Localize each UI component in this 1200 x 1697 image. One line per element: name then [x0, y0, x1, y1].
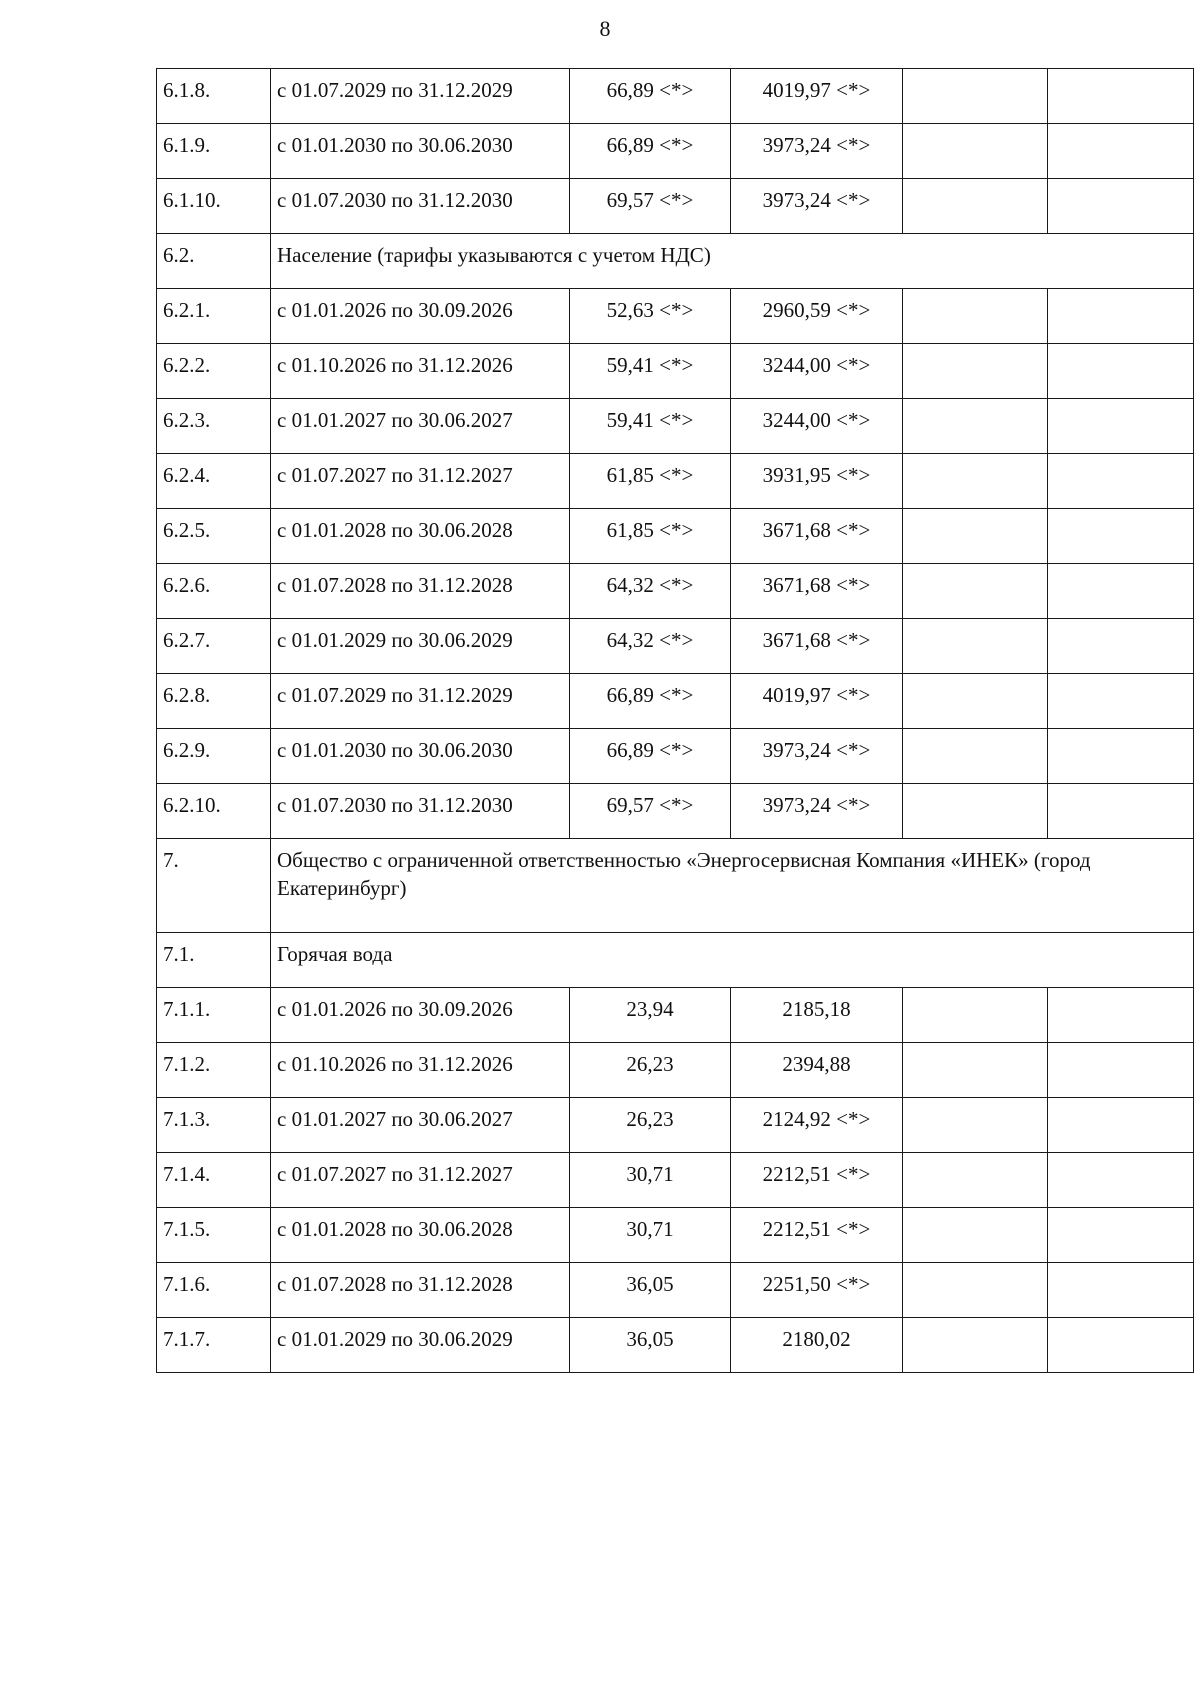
empty-cell	[1048, 454, 1194, 509]
tariff-value-cell: 3671,68 <*>	[731, 509, 903, 564]
period-cell: с 01.07.2028 по 31.12.2028	[271, 1263, 570, 1318]
row-number-cell: 6.1.8.	[157, 69, 271, 124]
empty-cell	[903, 454, 1048, 509]
table-row	[157, 69, 1194, 124]
empty-cell	[1048, 344, 1194, 399]
empty-cell	[903, 729, 1048, 784]
period-cell: с 01.01.2027 по 30.06.2027	[271, 1098, 570, 1153]
empty-cell	[1048, 1318, 1194, 1373]
tariff-value-cell: 3973,24 <*>	[731, 179, 903, 234]
row-number-cell: 7.1.5.	[157, 1208, 271, 1263]
table-row	[157, 399, 1194, 454]
empty-cell	[903, 344, 1048, 399]
period-cell: с 01.07.2027 по 31.12.2027	[271, 1153, 570, 1208]
row-number-cell: 6.2.7.	[157, 619, 271, 674]
table-row	[157, 509, 1194, 564]
empty-cell	[903, 619, 1048, 674]
table-row	[157, 729, 1194, 784]
table-row	[157, 124, 1194, 179]
period-cell: с 01.07.2027 по 31.12.2027	[271, 454, 570, 509]
rate-value-cell: 69,57 <*>	[570, 179, 731, 234]
tariff-value-cell: 3244,00 <*>	[731, 399, 903, 454]
empty-cell	[903, 1318, 1048, 1373]
section-row	[157, 933, 1194, 988]
row-number-cell: 6.1.10.	[157, 179, 271, 234]
empty-cell	[1048, 124, 1194, 179]
table-row	[157, 1098, 1194, 1153]
empty-cell	[903, 1208, 1048, 1263]
row-number-cell: 7.1.7.	[157, 1318, 271, 1373]
empty-cell	[903, 509, 1048, 564]
tariff-table	[156, 68, 1194, 1373]
row-number-cell: 7.1.2.	[157, 1043, 271, 1098]
section-title-cell: Население (тарифы указываются с учетом НДС)	[271, 234, 1194, 289]
empty-cell	[903, 674, 1048, 729]
table-row	[157, 1208, 1194, 1263]
tariff-value-cell: 2394,88	[731, 1043, 903, 1098]
row-number-cell: 7.1.6.	[157, 1263, 271, 1318]
empty-cell	[1048, 509, 1194, 564]
table-row	[157, 454, 1194, 509]
empty-cell	[1048, 729, 1194, 784]
tariff-value-cell: 2180,02	[731, 1318, 903, 1373]
tariff-value-cell: 3973,24 <*>	[731, 729, 903, 784]
empty-cell	[903, 1153, 1048, 1208]
rate-value-cell: 30,71	[570, 1153, 731, 1208]
empty-cell	[903, 399, 1048, 454]
row-number-cell: 6.2.1.	[157, 289, 271, 344]
rate-value-cell: 26,23	[570, 1043, 731, 1098]
row-number-cell: 6.2.8.	[157, 674, 271, 729]
row-number-cell: 6.1.9.	[157, 124, 271, 179]
row-number-cell: 6.2.5.	[157, 509, 271, 564]
rate-value-cell: 66,89 <*>	[570, 674, 731, 729]
tariff-value-cell: 3671,68 <*>	[731, 564, 903, 619]
tariff-value-cell: 3244,00 <*>	[731, 344, 903, 399]
table-row	[157, 988, 1194, 1043]
tariff-value-cell: 4019,97 <*>	[731, 69, 903, 124]
row-number-cell: 6.2.3.	[157, 399, 271, 454]
tariff-value-cell: 3671,68 <*>	[731, 619, 903, 674]
row-number-cell: 7.	[157, 839, 271, 933]
tariff-value-cell: 2212,51 <*>	[731, 1153, 903, 1208]
table-row	[157, 1153, 1194, 1208]
tariff-value-cell: 4019,97 <*>	[731, 674, 903, 729]
period-cell: с 01.07.2029 по 31.12.2029	[271, 674, 570, 729]
rate-value-cell: 64,32 <*>	[570, 564, 731, 619]
section-row	[157, 234, 1194, 289]
rate-value-cell: 30,71	[570, 1208, 731, 1263]
period-cell: с 01.07.2029 по 31.12.2029	[271, 69, 570, 124]
row-number-cell: 6.2.9.	[157, 729, 271, 784]
empty-cell	[903, 69, 1048, 124]
empty-cell	[1048, 1153, 1194, 1208]
empty-cell	[1048, 399, 1194, 454]
period-cell: с 01.01.2029 по 30.06.2029	[271, 1318, 570, 1373]
table-row	[157, 289, 1194, 344]
empty-cell	[1048, 179, 1194, 234]
tariff-value-cell: 3931,95 <*>	[731, 454, 903, 509]
rate-value-cell: 59,41 <*>	[570, 344, 731, 399]
empty-cell	[903, 1263, 1048, 1318]
row-number-cell: 7.1.1.	[157, 988, 271, 1043]
section-title-cell: Общество с ограниченной ответственностью «Энергосервисная Компания «ИНЕК» (город Екатеринбург)	[271, 839, 1194, 933]
table-row	[157, 564, 1194, 619]
rate-value-cell: 59,41 <*>	[570, 399, 731, 454]
row-number-cell: 6.2.2.	[157, 344, 271, 399]
empty-cell	[903, 1043, 1048, 1098]
tariff-value-cell: 3973,24 <*>	[731, 124, 903, 179]
period-cell: с 01.01.2030 по 30.06.2030	[271, 729, 570, 784]
period-cell: с 01.01.2029 по 30.06.2029	[271, 619, 570, 674]
period-cell: с 01.01.2030 по 30.06.2030	[271, 124, 570, 179]
period-cell: с 01.10.2026 по 31.12.2026	[271, 344, 570, 399]
period-cell: с 01.07.2030 по 31.12.2030	[271, 179, 570, 234]
period-cell: с 01.01.2027 по 30.06.2027	[271, 399, 570, 454]
empty-cell	[903, 1098, 1048, 1153]
table-row	[157, 674, 1194, 729]
table-row	[157, 179, 1194, 234]
period-cell: с 01.01.2028 по 30.06.2028	[271, 1208, 570, 1263]
row-number-cell: 6.2.	[157, 234, 271, 289]
empty-cell	[1048, 674, 1194, 729]
empty-cell	[1048, 289, 1194, 344]
tariff-value-cell: 2251,50 <*>	[731, 1263, 903, 1318]
tariff-value-cell: 2124,92 <*>	[731, 1098, 903, 1153]
empty-cell	[1048, 619, 1194, 674]
rate-value-cell: 52,63 <*>	[570, 289, 731, 344]
period-cell: с 01.07.2030 по 31.12.2030	[271, 784, 570, 839]
row-number-cell: 7.1.4.	[157, 1153, 271, 1208]
period-cell: с 01.10.2026 по 31.12.2026	[271, 1043, 570, 1098]
period-cell: с 01.01.2026 по 30.09.2026	[271, 988, 570, 1043]
rate-value-cell: 23,94	[570, 988, 731, 1043]
rate-value-cell: 36,05	[570, 1263, 731, 1318]
empty-cell	[903, 289, 1048, 344]
empty-cell	[1048, 1263, 1194, 1318]
row-number-cell: 6.2.10.	[157, 784, 271, 839]
table-row	[157, 1043, 1194, 1098]
rate-value-cell: 66,89 <*>	[570, 69, 731, 124]
empty-cell	[1048, 1043, 1194, 1098]
table-row	[157, 784, 1194, 839]
empty-cell	[903, 784, 1048, 839]
empty-cell	[903, 564, 1048, 619]
table-row	[157, 619, 1194, 674]
period-cell: с 01.07.2028 по 31.12.2028	[271, 564, 570, 619]
period-cell: с 01.01.2026 по 30.09.2026	[271, 289, 570, 344]
rate-value-cell: 64,32 <*>	[570, 619, 731, 674]
rate-value-cell: 36,05	[570, 1318, 731, 1373]
row-number-cell: 6.2.6.	[157, 564, 271, 619]
tariff-value-cell: 2185,18	[731, 988, 903, 1043]
rate-value-cell: 26,23	[570, 1098, 731, 1153]
empty-cell	[1048, 784, 1194, 839]
tariff-value-cell: 2960,59 <*>	[731, 289, 903, 344]
tariff-value-cell: 3973,24 <*>	[731, 784, 903, 839]
section-row	[157, 839, 1194, 933]
rate-value-cell: 61,85 <*>	[570, 509, 731, 564]
section-title-cell: Горячая вода	[271, 933, 1194, 988]
empty-cell	[1048, 564, 1194, 619]
rate-value-cell: 61,85 <*>	[570, 454, 731, 509]
empty-cell	[1048, 69, 1194, 124]
empty-cell	[1048, 1208, 1194, 1263]
table-row	[157, 1318, 1194, 1373]
empty-cell	[1048, 988, 1194, 1043]
page-number: 8	[599, 16, 611, 41]
table-row	[157, 344, 1194, 399]
period-cell: с 01.01.2028 по 30.06.2028	[271, 509, 570, 564]
rate-value-cell: 66,89 <*>	[570, 124, 731, 179]
tariff-value-cell: 2212,51 <*>	[731, 1208, 903, 1263]
empty-cell	[903, 124, 1048, 179]
row-number-cell: 7.1.3.	[157, 1098, 271, 1153]
empty-cell	[903, 988, 1048, 1043]
table-row	[157, 1263, 1194, 1318]
empty-cell	[903, 179, 1048, 234]
row-number-cell: 6.2.4.	[157, 454, 271, 509]
rate-value-cell: 69,57 <*>	[570, 784, 731, 839]
row-number-cell: 7.1.	[157, 933, 271, 988]
empty-cell	[1048, 1098, 1194, 1153]
rate-value-cell: 66,89 <*>	[570, 729, 731, 784]
